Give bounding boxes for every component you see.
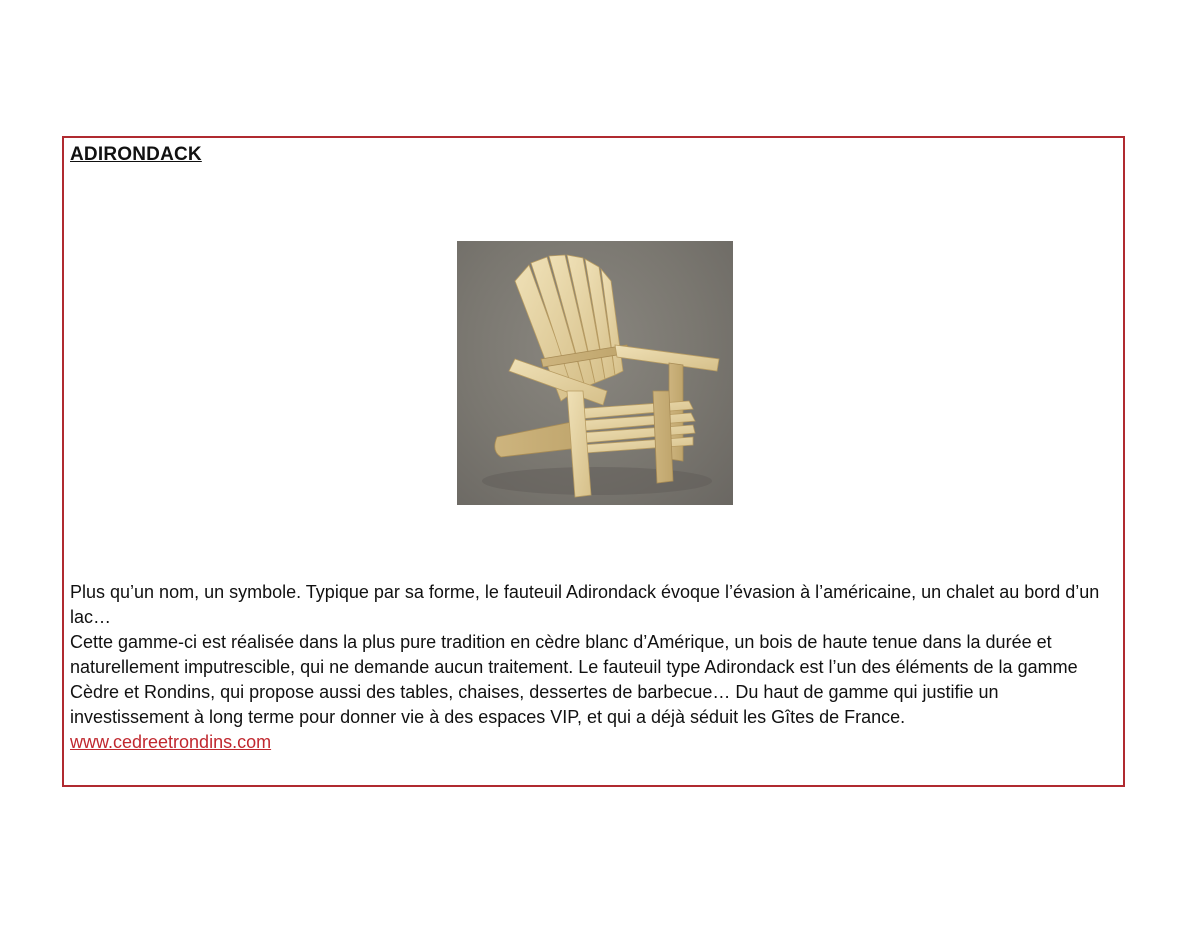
adirondack-chair-photo — [457, 241, 733, 505]
article-title: ADIRONDACK — [70, 144, 202, 165]
paragraph-intro: Plus qu’un nom, un symbole. Typique par sa forme, le fauteuil Adirondack évoque l’évasion à l’américaine, un chalet au bord d’un lac… — [70, 582, 1100, 627]
website-link[interactable]: www.cedreetrondins.com — [70, 732, 272, 752]
paragraph-description: Cette gamme-ci est réalisée dans la plus pure tradition en cèdre blanc d’Amérique, un bois de haute tenue dans la durée et naturellement imputrescible, qui ne demande aucun traitement. Le fauteuil type Adirondack est l’un des éléments de la gamme Cèdre et Rondins, qui propose aussi des tables, chaises, dessertes de barbecue… Du haut de gamme qui justifie un investissement à long terme pour donner vie à des espaces VIP, et qui a déjà séduit les Gîtes de France. — [70, 632, 1078, 727]
chair-illustration — [457, 241, 733, 505]
article-body — [70, 580, 1120, 755]
article-frame — [62, 136, 1125, 787]
